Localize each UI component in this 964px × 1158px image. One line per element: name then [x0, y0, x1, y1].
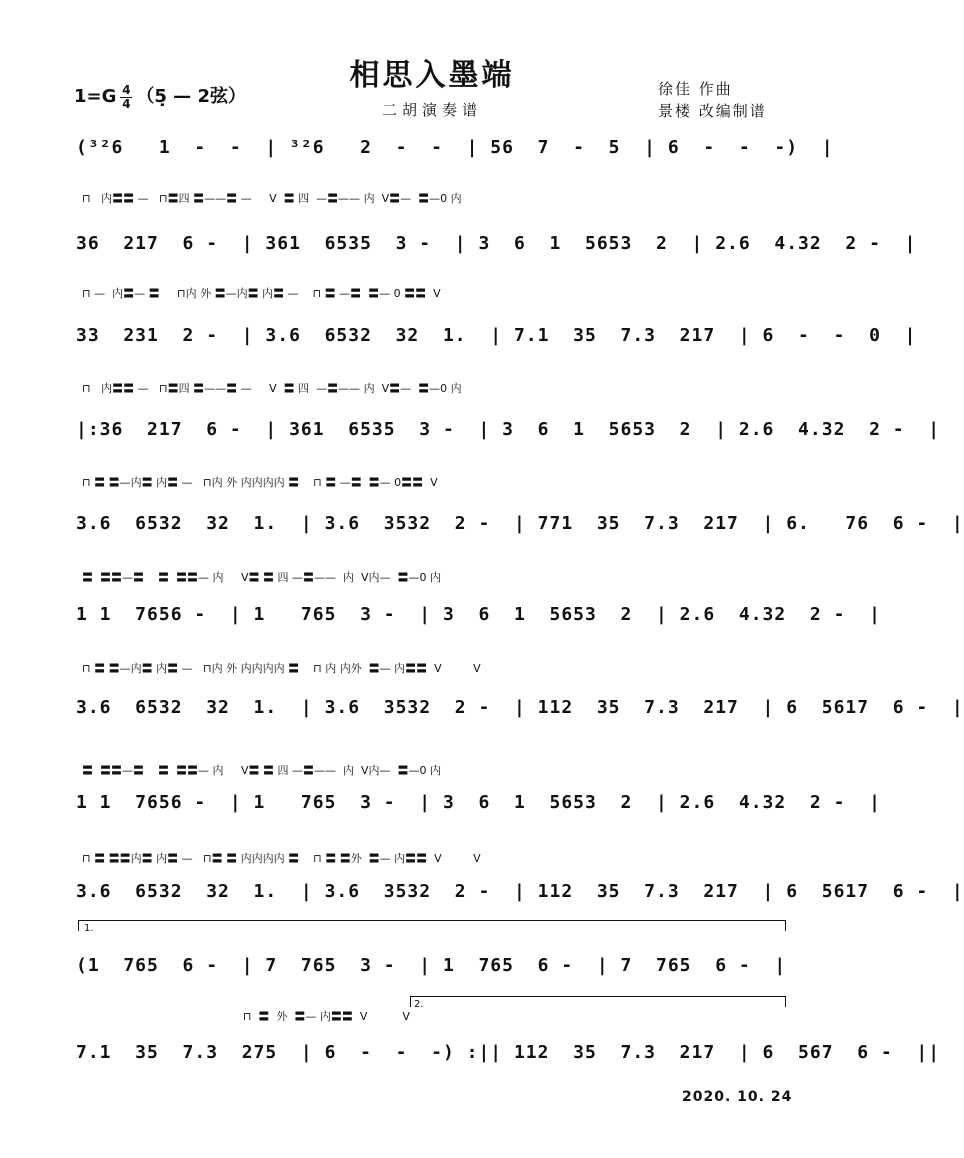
- bowing-marks: ⊓ 〓 外 〓— 内〓〓 V V: [82, 1010, 410, 1023]
- score-line: 1 1 7656 - | 1 765 3 - | 3 6 1 5653 2 | 2.6 4.32 2 - |: [76, 604, 881, 625]
- time-signature: $\frac{4}{4}$: [122, 82, 131, 111]
- bowing-marks: 〓 〓〓—〓 〓 〓〓— 内 V〓 〓 四 —〓—— 内 V内— 〓—0 内: [82, 764, 441, 777]
- score-line: 36 217 6 - | 361 6535 3 - | 3 6 1 5653 2 | 2.6 4.32 2 - |: [76, 233, 917, 254]
- score-line: (³²6 1 - - | ³²6 2 - - | 56 7 - 5 | 6 - - -) |: [76, 137, 834, 158]
- score-line: 1 1 7656 - | 1 765 3 - | 3 6 1 5653 2 | 2.6 4.32 2 - |: [76, 792, 881, 813]
- bowing-marks: 〓 〓〓—〓 〓 〓〓— 内 V〓 〓 四 —〓—— 内 V内— 〓—0 内: [82, 571, 441, 584]
- date-stamp: 2020. 10. 24: [682, 1089, 793, 1105]
- bowing-marks: ⊓ — 内〓— 〓 ⊓内 外 〓—内〓 内〓 — ⊓ 〓 —〓 〓— 0 〓〓 V: [82, 287, 441, 300]
- bowing-marks: [82, 118, 788, 136]
- second-ending-bracket: [410, 996, 786, 1007]
- score-line: 3.6 6532 32 1. | 3.6 3532 2 - | 112 35 7.3 217 | 6 5617 6 - |: [76, 881, 964, 902]
- tuning-label: （5̣ — 2弦）: [136, 86, 246, 107]
- score-line: 3.6 6532 32 1. | 3.6 3532 2 - | 112 35 7.3 217 | 6 5617 6 - |: [76, 697, 964, 718]
- bowing-marks: ⊓ 〓 〓—内〓 内〓 — ⊓内 外 内内内内 〓 ⊓ 内 内外 〓— 内〓〓 V V: [82, 662, 481, 675]
- arranger-credit: 景楼 改编制谱: [658, 102, 767, 120]
- first-ending-label: 1.: [84, 923, 94, 934]
- bowing-marks: ⊓ 〓 〓〓内〓 内〓 — ⊓〓 〓 内内内内 〓 ⊓ 〓 〓外 〓— 内〓〓 V V: [82, 852, 481, 865]
- first-ending-bracket: [78, 920, 786, 931]
- key-label: 1=G: [74, 86, 117, 107]
- page-title: 相思入墨端: [349, 58, 515, 93]
- key-signature: [74, 82, 246, 110]
- score-line: 7.1 35 7.3 275 | 6 - - -) :|| 112 35 7.3 217 | 6 567 6 - ||: [76, 1042, 941, 1063]
- score-line: (1 765 6 - | 7 765 3 - | 1 765 6 - | 7 765 6 - |: [76, 955, 787, 976]
- second-ending-label: 2.: [414, 999, 424, 1010]
- page-subtitle: 二胡演奏谱: [381, 101, 482, 119]
- bowing-marks: ⊓ 内〓〓 — ⊓〓四 〓——〓 — V 〓 四 —〓—— 内 V〓— 〓—0 内: [82, 192, 462, 205]
- composer-credit: 徐佳 作曲: [658, 80, 733, 98]
- bowing-marks: ⊓ 〓 〓—内〓 内〓 — ⊓内 外 内内内内 〓 ⊓ 〓 —〓 〓— 0〓〓 V: [82, 476, 438, 489]
- score-line: 33 231 2 - | 3.6 6532 32 1. | 7.1 35 7.3 217 | 6 - - 0 |: [76, 325, 917, 346]
- bowing-marks: ⊓ 内〓〓 — ⊓〓四 〓——〓 — V 〓 四 —〓—— 内 V〓— 〓—0 内: [82, 382, 462, 395]
- score-line: 3.6 6532 32 1. | 3.6 3532 2 - | 771 35 7.3 217 | 6. 76 6 - |: [76, 513, 964, 534]
- score-line: |:36 217 6 - | 361 6535 3 - | 3 6 1 5653 2 | 2.6 4.32 2 - |: [76, 419, 941, 440]
